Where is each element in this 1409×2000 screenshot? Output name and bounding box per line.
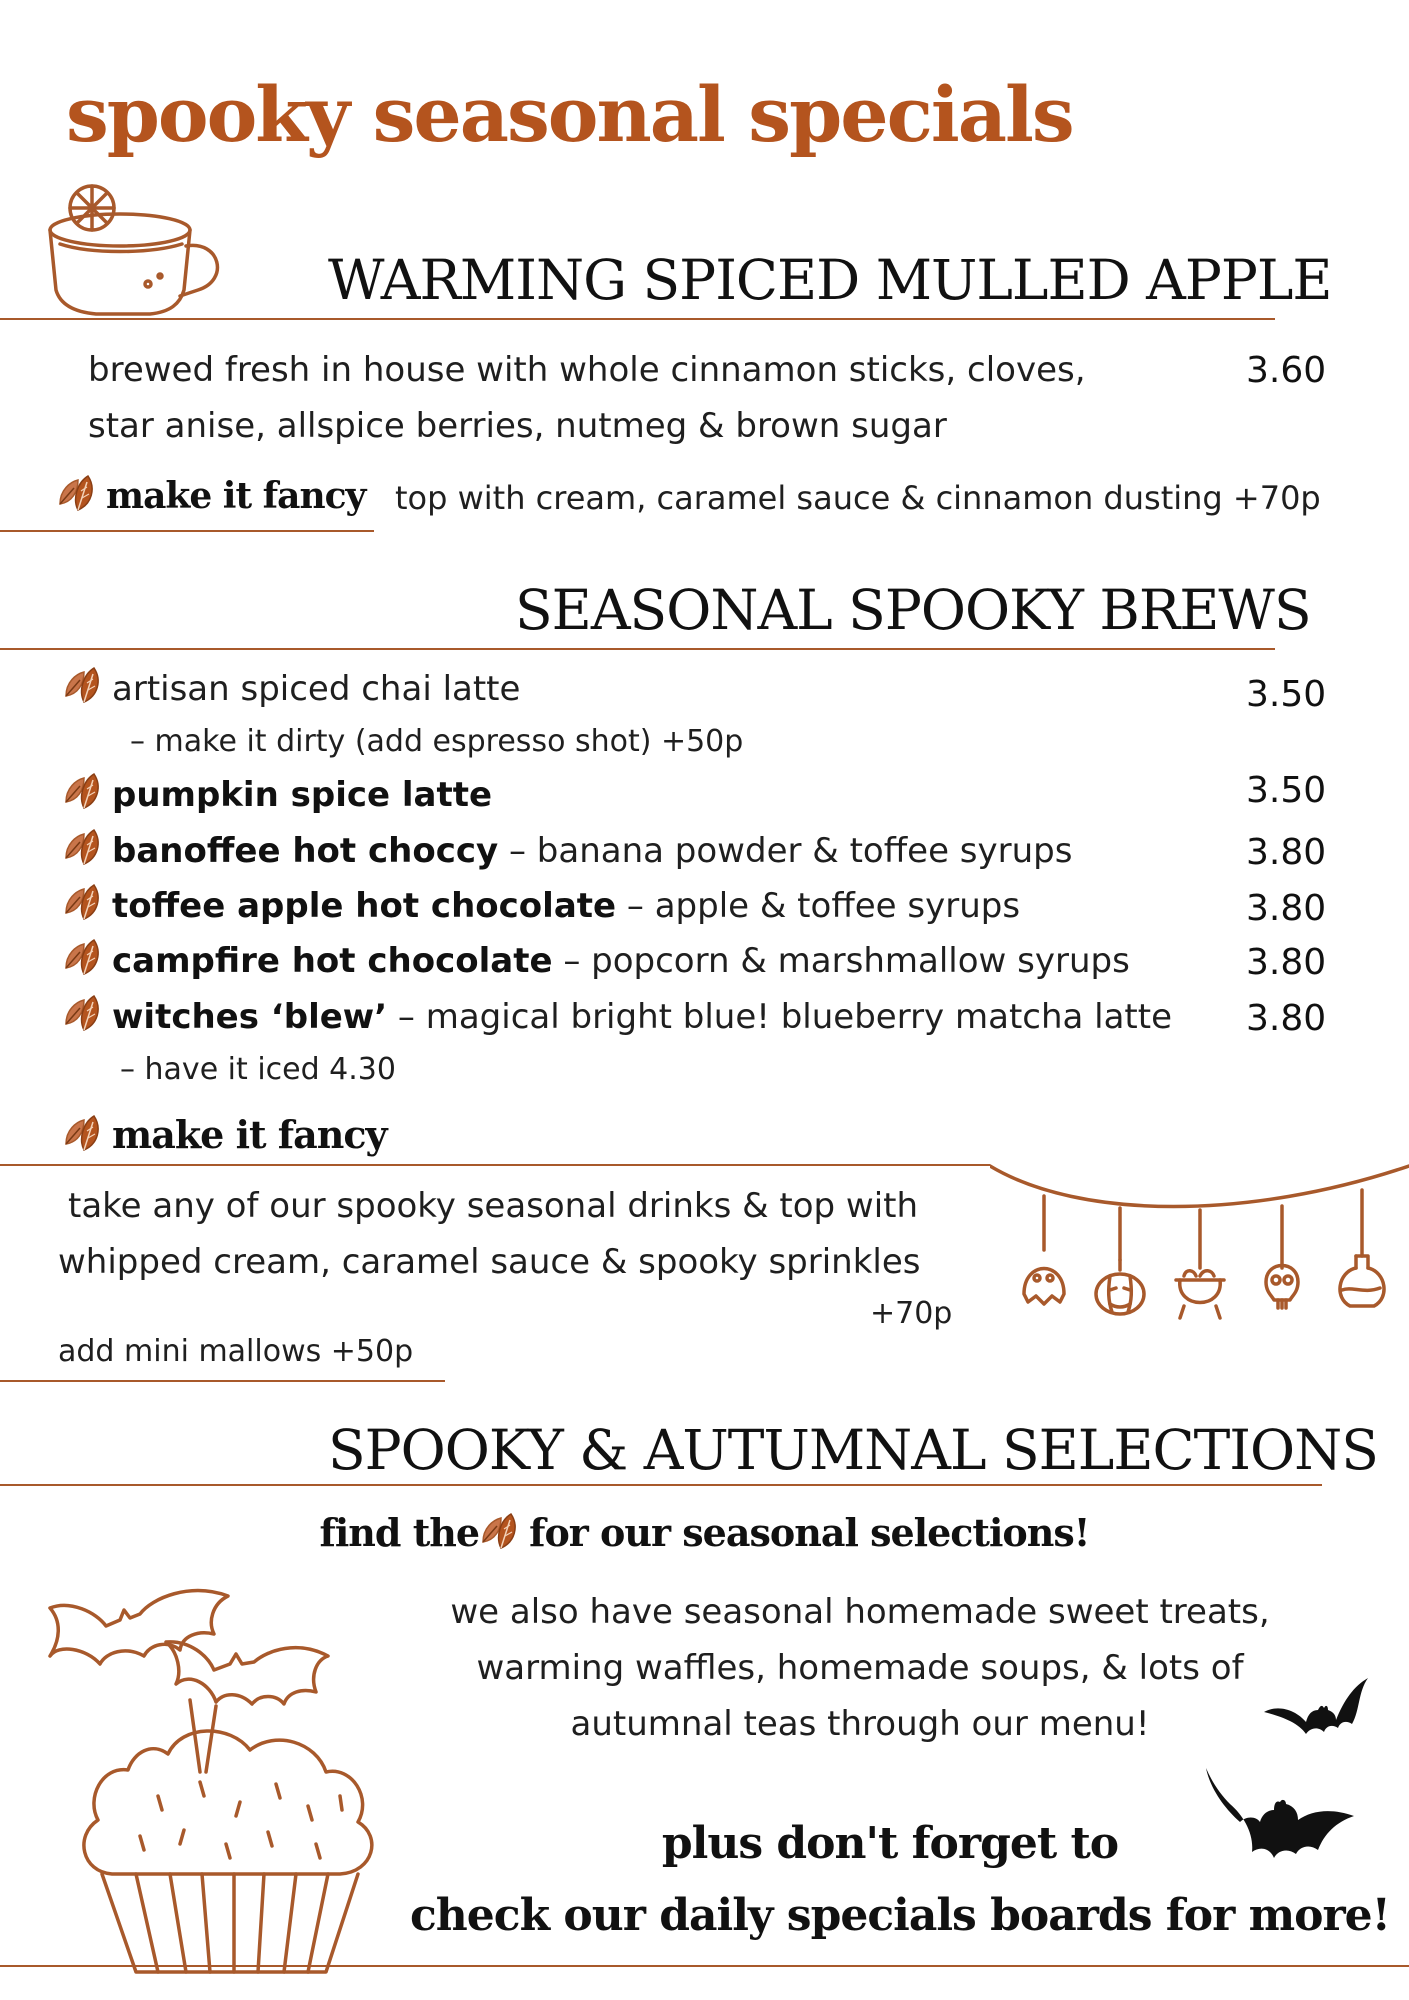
item-name: pumpkin spice latte xyxy=(112,775,493,815)
selections-heading: SPOOKY & AUTUMNAL SELECTIONS xyxy=(328,1418,1378,1482)
fancy-price: +70p xyxy=(870,1296,953,1331)
item-price: 3.80 xyxy=(1246,942,1327,983)
brews-fancy-row xyxy=(62,1112,387,1157)
mug-icon xyxy=(30,180,230,320)
item-desc: – popcorn & marshmallow syrups xyxy=(552,941,1130,981)
item-price: 3.80 xyxy=(1246,998,1327,1039)
item-price: 3.80 xyxy=(1246,888,1327,929)
fancy-label: make it fancy xyxy=(106,475,366,517)
mallows-text: add mini mallows +50p xyxy=(58,1334,414,1369)
brews-heading: SEASONAL SPOOKY BREWS xyxy=(515,578,1311,642)
mulled-description-line-1: brewed fresh in house with whole cinnamon sticks, cloves, xyxy=(88,350,1086,390)
cta-line-1: plus don't forget to xyxy=(661,1818,1119,1869)
mulled-fancy-row xyxy=(56,474,365,517)
item-name: artisan spiced chai latte xyxy=(112,669,521,709)
find-text-end: for our seasonal selections! xyxy=(529,1510,1090,1555)
menu-item-pumpkin xyxy=(62,772,492,815)
menu-item-chai xyxy=(62,666,520,709)
divider xyxy=(0,318,1275,320)
page-title: spooky seasonal specials xyxy=(66,70,1073,159)
divider xyxy=(0,1380,445,1382)
leaf-icon xyxy=(62,938,106,978)
mulled-heading: WARMING SPICED MULLED APPLE xyxy=(328,248,1332,312)
leaf-icon xyxy=(62,994,106,1034)
divider xyxy=(0,648,1275,650)
menu-item-witches xyxy=(62,994,1172,1037)
bat-icon xyxy=(1262,1666,1372,1746)
divider xyxy=(0,1164,990,1166)
item-name: toffee apple hot chocolate xyxy=(112,886,617,926)
leaf-icon xyxy=(62,1114,106,1154)
mulled-fancy-text: top with cream, caramel sauce & cinnamon dusting +70p xyxy=(395,479,1321,517)
bunting-icon xyxy=(990,1160,1409,1360)
fancy-label: make it fancy xyxy=(112,1112,387,1157)
menu-item-banoffee xyxy=(62,828,1072,871)
item-price: 3.80 xyxy=(1246,832,1327,873)
cupcake-icon xyxy=(40,1560,420,1980)
leaf-icon xyxy=(56,474,100,514)
cta-line-2: check our daily specials boards for more! xyxy=(410,1890,1390,1941)
selections-line-2: warming waffles, homemade soups, & lots of xyxy=(476,1648,1244,1688)
item-name: campfire hot chocolate xyxy=(112,941,553,981)
item-desc: – magical bright blue! blueberry matcha latte xyxy=(387,997,1173,1037)
chai-note: – make it dirty (add espresso shot) +50p xyxy=(130,724,744,759)
divider xyxy=(0,1484,1322,1486)
selections-line-1: we also have seasonal homemade sweet treats, xyxy=(450,1592,1270,1632)
leaf-icon xyxy=(62,883,106,923)
leaf-icon xyxy=(479,1512,523,1552)
item-price: 3.50 xyxy=(1246,770,1327,811)
mulled-price: 3.60 xyxy=(1246,350,1327,391)
find-text-start: find the xyxy=(319,1510,480,1555)
item-desc: – banana powder & toffee syrups xyxy=(498,831,1073,871)
bat-icon xyxy=(1200,1764,1360,1874)
item-name: witches ‘blew’ xyxy=(112,997,388,1037)
mulled-description-line-2: star anise, allspice berries, nutmeg & brown sugar xyxy=(88,406,947,446)
menu-item-campfire xyxy=(62,938,1130,981)
witches-note: – have it iced 4.30 xyxy=(120,1052,396,1087)
find-leaf-line xyxy=(0,1510,1409,1555)
menu-item-toffee-apple xyxy=(62,883,1020,926)
fancy-line-1: take any of our spooky seasonal drinks & top with xyxy=(68,1186,919,1226)
item-name: banoffee hot choccy xyxy=(112,831,499,871)
item-price: 3.50 xyxy=(1246,674,1327,715)
leaf-icon xyxy=(62,828,106,868)
fancy-line-2: whipped cream, caramel sauce & spooky sprinkles xyxy=(58,1242,921,1282)
leaf-icon xyxy=(62,772,106,812)
item-desc: – apple & toffee syrups xyxy=(616,886,1021,926)
leaf-icon xyxy=(62,666,106,706)
selections-line-3: autumnal teas through our menu! xyxy=(570,1704,1150,1744)
divider xyxy=(0,530,374,532)
